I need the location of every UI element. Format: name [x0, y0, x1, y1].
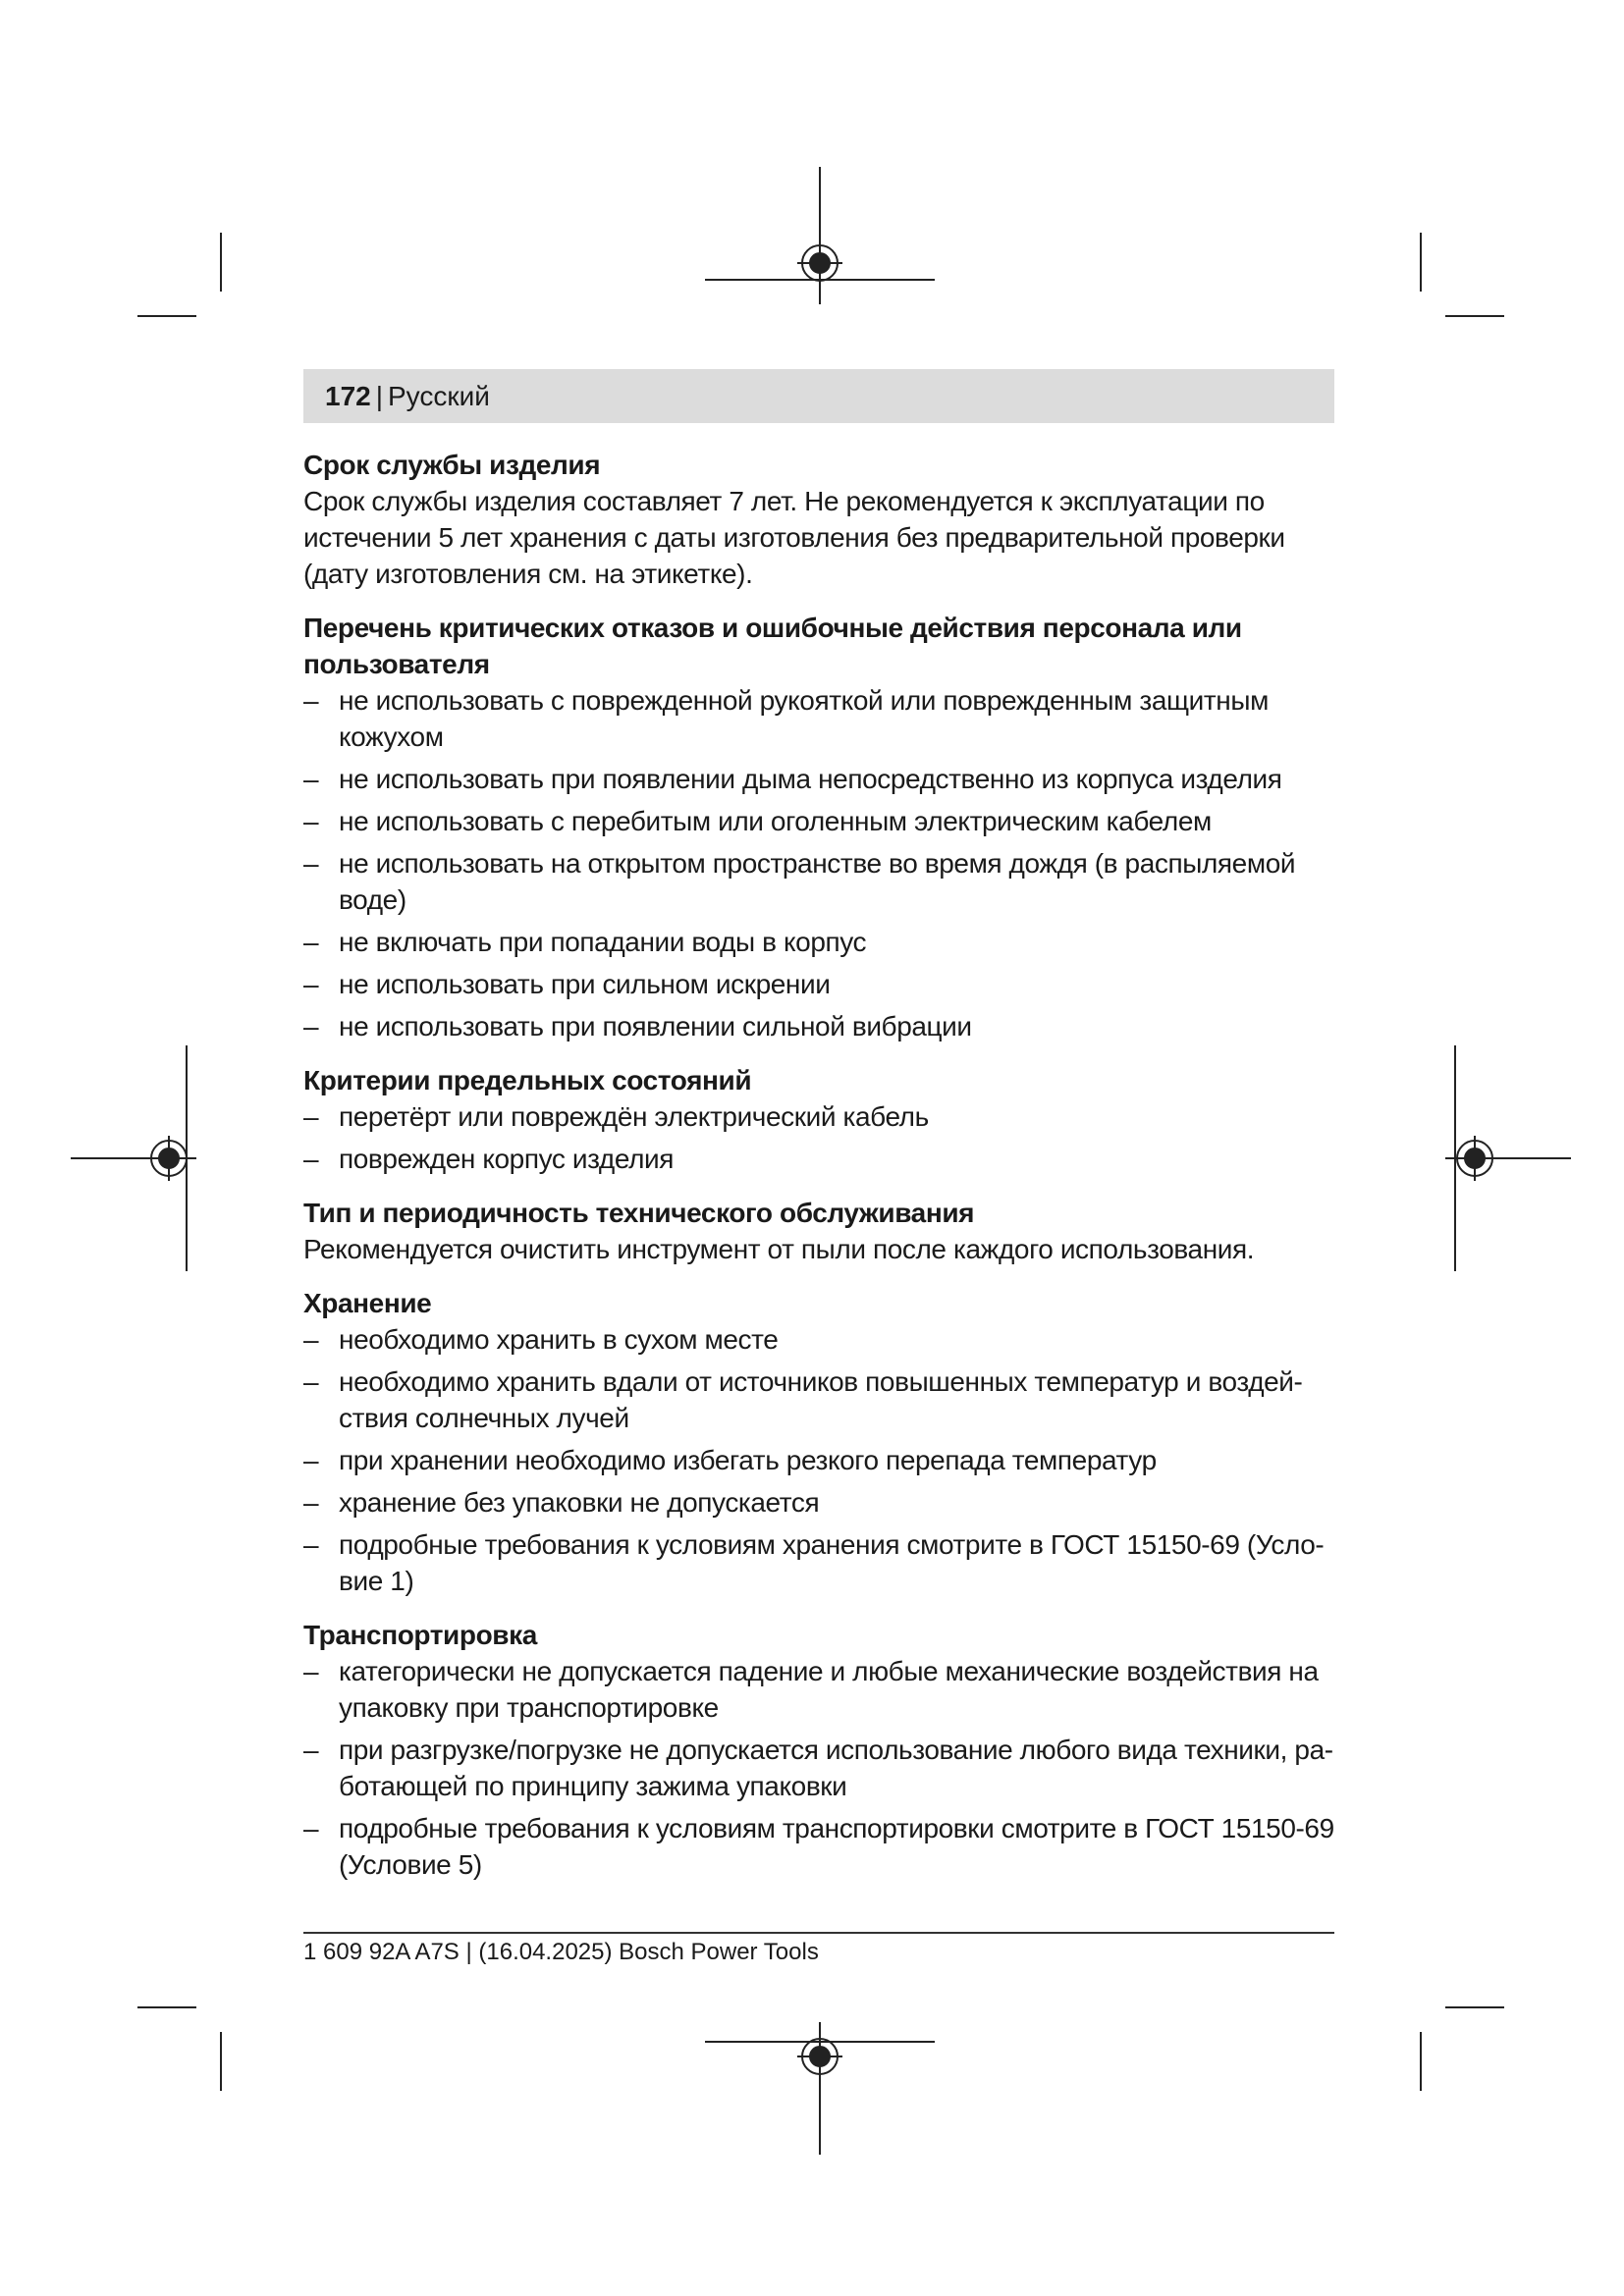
section-heading: Перечень критических отказов и ошибочные действия персонала или пользователя [303, 613, 1242, 679]
bullet-list [303, 682, 1334, 1044]
bullet-list [303, 1321, 1334, 1599]
list-item: – при разгрузке/погрузке не допускается использование любого вида техники, работающей по принципу зажима упаковки [303, 1732, 1334, 1804]
section-maintenance [303, 1195, 1334, 1267]
registration-mark-top [705, 167, 935, 304]
list-item: – подробные требования к условиям хранения смотрите в ГОСТ 15150-69 (Условие 1) [303, 1526, 1334, 1599]
list-item: – хранение без упаковки не допускается [303, 1484, 1334, 1521]
header-language: Русский [388, 381, 490, 411]
page-header [303, 369, 1334, 423]
section-heading: Критерии предельных состояний [303, 1065, 752, 1095]
list-item: – не использовать при появлении дыма непосредственно из корпуса изделия [303, 761, 1334, 797]
footer-divider [303, 1932, 1334, 1934]
section-transportation [303, 1617, 1334, 1883]
list-item: – не включать при попадании воды в корпус [303, 924, 1334, 960]
page-content [303, 447, 1334, 1900]
section-heading: Тип и периодичность технического обслуживания [303, 1198, 975, 1228]
section-heading: Хранение [303, 1288, 432, 1318]
section-critical-failures [303, 610, 1334, 1044]
page-footer: 1 609 92A A7S | (16.04.2025) Bosch Power Tools [303, 1939, 819, 1965]
list-item: – необходимо хранить вдали от источников повышенных температур и воздействия солнечных лучей [303, 1363, 1334, 1436]
list-item: – не использовать с поврежденной рукояткой или поврежденным защитным кожухом [303, 682, 1334, 755]
bullet-list [303, 1098, 1334, 1177]
list-item: – подробные требования к условиям транспортировки смотрите в ГОСТ 15150-69 (Условие 5) [303, 1810, 1334, 1883]
list-item: – не использовать на открытом пространстве во время дождя (в распыляемой воде) [303, 845, 1334, 918]
list-item: – категорически не допускается падение и любые механические воздействия на упаковку при транспортировке [303, 1653, 1334, 1726]
list-item: – необходимо хранить в сухом месте [303, 1321, 1334, 1358]
list-item: – не использовать с перебитым или оголенным электрическим кабелем [303, 803, 1334, 839]
section-paragraph: Рекомендуется очистить инструмент от пыли после каждого использования. [303, 1234, 1255, 1264]
section-heading: Срок службы изделия [303, 450, 601, 480]
section-service-life [303, 447, 1334, 592]
registration-mark-bottom [705, 2022, 935, 2155]
list-item: – не использовать при появлении сильной вибрации [303, 1008, 1334, 1044]
bullet-list [303, 1653, 1334, 1883]
section-heading: Транспортировка [303, 1620, 537, 1650]
list-item: – при хранении необходимо избегать резкого перепада температур [303, 1442, 1334, 1478]
registration-mark-left [71, 1045, 196, 1271]
section-limit-states [303, 1062, 1334, 1177]
header-separator: | [375, 381, 383, 411]
list-item: – не использовать при сильном искрении [303, 966, 1334, 1002]
page-number: 172 [325, 381, 371, 411]
registration-mark-right [1445, 1045, 1571, 1271]
list-item: – поврежден корпус изделия [303, 1141, 1334, 1177]
section-paragraph: Срок службы изделия составляет 7 лет. Не рекомендуется к эксплуатации по истечении 5 лет хранения с даты изготовления без предварительной проверки (дату изготовления см. на этикетке). [303, 486, 1285, 589]
list-item: – перетёрт или повреждён электрический кабель [303, 1098, 1334, 1135]
section-storage [303, 1285, 1334, 1599]
